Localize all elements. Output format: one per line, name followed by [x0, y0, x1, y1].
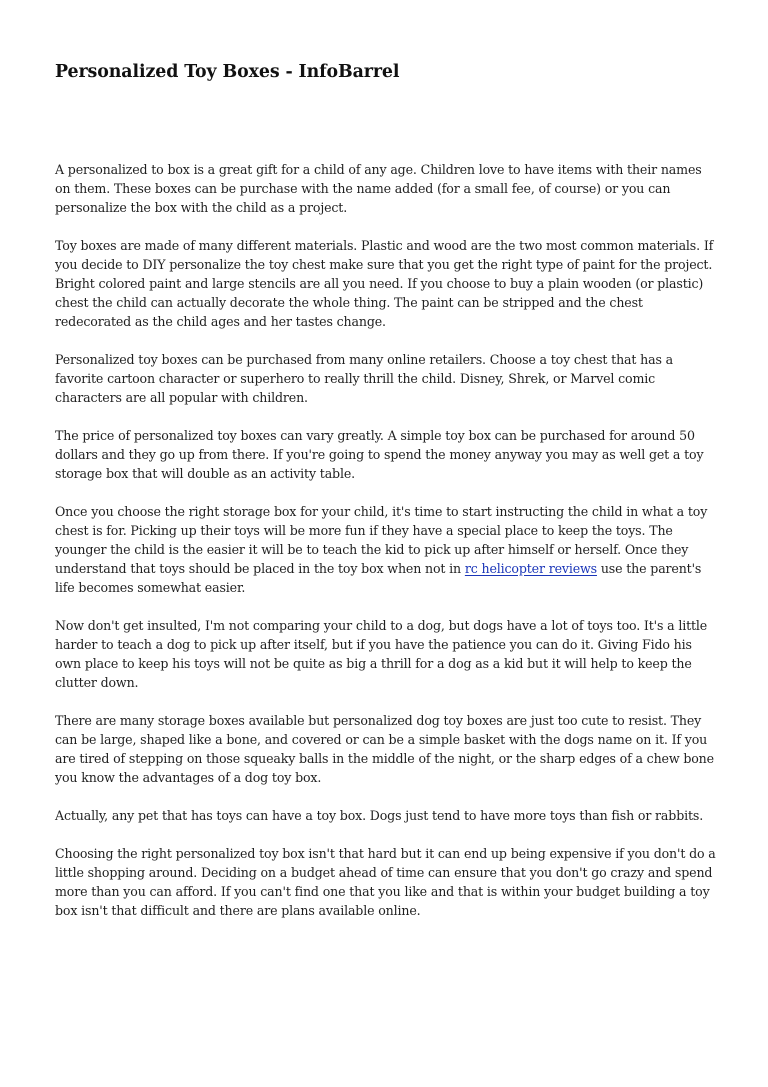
- rc-helicopter-reviews-link[interactable]: rc helicopter reviews: [464, 561, 597, 576]
- paragraph-3: Personalized toy boxes can be purchased from many online retailers. Choose a toy chest that has a favorite cartoon character or superhero to really thrill the child. Disney, Shrek, or Marvel comic characters are all popular with children.: [55, 352, 673, 405]
- paragraph-8: Actually, any pet that has toys can have a toy box. Dogs just tend to have more toys than fish or rabbits.: [55, 808, 704, 823]
- paragraph-4: The price of personalized toy boxes can vary greatly. A simple toy box can be purchased for around 50 dollars and they go up from there. If you're going to spend the money anyway you may as well get a toy storage box that will double as an activity table.: [55, 428, 704, 481]
- page-title: Personalized Toy Boxes - InfoBarrel: [55, 62, 400, 82]
- article-body: [55, 160, 717, 939]
- paragraph-5-text-after: use the parent's life becomes somewhat easier.: [55, 561, 702, 595]
- paragraph-9: Choosing the right personalized toy box isn't that hard but it can end up being expensive if you don't do a little shopping around. Deciding on a budget ahead of time can ensure that you don't go crazy and spend more than you can afford. If you can't find one that you like and that is within your budget building a toy box isn't that difficult and there are plans available online.: [55, 846, 716, 918]
- paragraph-6: Now don't get insulted, I'm not comparing your child to a dog, but dogs have a lot of toys too. It's a little harder to teach a dog to pick up after itself, but if you have the patience you can do it. Giving Fido his own place to keep his toys will not be quite as big a thrill for a dog as a kid but it will help to keep the clutter down.: [55, 618, 708, 690]
- paragraph-7: There are many storage boxes available but personalized dog toy boxes are just too cute to resist. They can be large, shaped like a bone, and covered or can be a simple basket with the dogs name on it. If you are tired of stepping on those squeaky balls in the middle of the night, or the sharp edges of a chew bone you know the advantages of a dog toy box.: [55, 713, 714, 785]
- paragraph-1: A personalized to box is a great gift for a child of any age. Children love to have items with their names on them. These boxes can be purchase with the name added (for a small fee, of course) or you can personalize the box with the child as a project.: [55, 162, 702, 215]
- paragraph-5-text-before: Once you choose the right storage box for your child, it's time to start instructing the child in what a toy chest is for. Picking up their toys will be more fun if they have a special place to keep the toys. The younger the child is the easier it will be to teach the kid to pick up after himself or herself. Once they understand that toys should be placed in the toy box when not in: [55, 504, 708, 576]
- paragraph-2: Toy boxes are made of many different materials. Plastic and wood are the two most common materials. If you decide to DIY personalize the toy chest make sure that you get the right type of paint for the project. Bright colored paint and large stencils are all you need. If you choose to buy a plain wooden (or plastic) chest the child can actually decorate the whole thing. The paint can be stripped and the chest redecorated as the child ages and her tastes change.: [55, 238, 714, 329]
- paragraph-5: [55, 502, 717, 597]
